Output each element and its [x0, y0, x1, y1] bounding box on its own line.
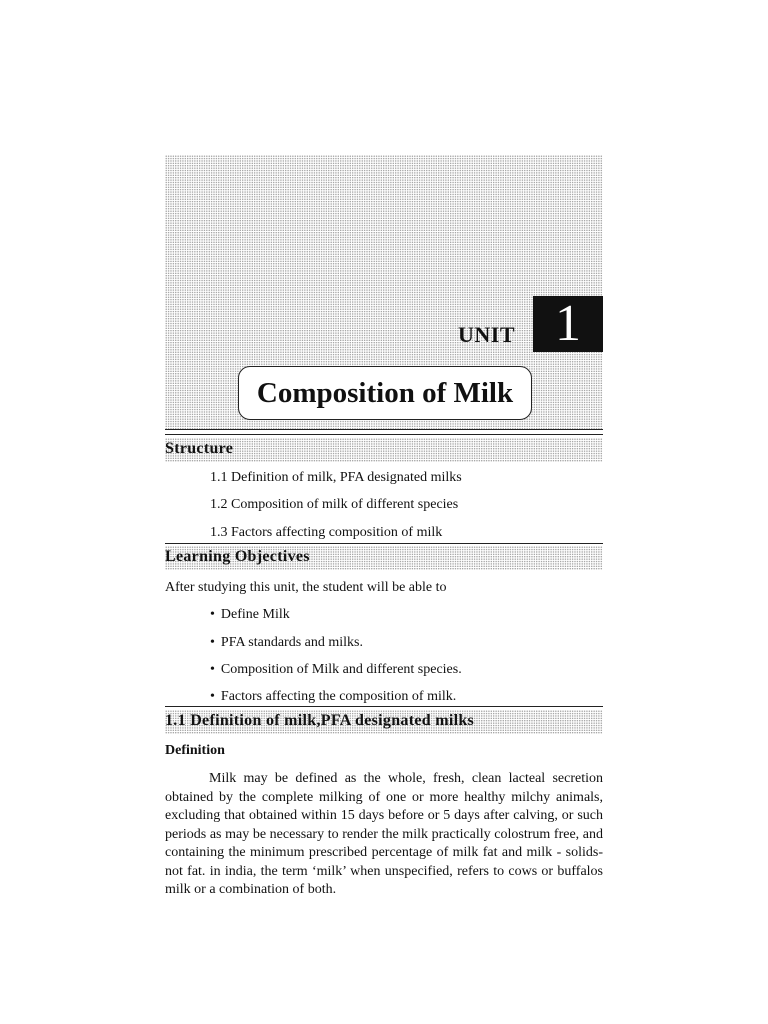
unit-title-box: [238, 366, 532, 420]
bullet-icon: [210, 689, 221, 704]
structure-item: 1.2 Composition of milk of different species: [210, 497, 459, 512]
bullet-icon: [210, 662, 221, 677]
objective-item: • Composition of Milk and different species.: [210, 662, 462, 678]
structure-heading: Structure: [165, 440, 234, 457]
objective-item: • PFA standards and milks.: [210, 635, 363, 651]
structure-heading-band: [165, 438, 603, 462]
objective-item: • Factors affecting the composition of milk.: [210, 689, 456, 705]
bullet-icon: [210, 635, 221, 650]
divider: [165, 434, 603, 435]
section-heading-band: [165, 710, 603, 734]
unit-number-badge: 1: [533, 296, 603, 352]
structure-item: 1.3 Factors affecting composition of milk: [210, 525, 443, 540]
unit-label: UNIT: [458, 322, 516, 347]
section-heading: 1.1 Definition of milk,PFA designated milks: [165, 712, 475, 729]
objective-item: • Define Milk: [210, 607, 290, 623]
objectives-heading: Learning Objectives: [165, 548, 310, 565]
divider: [165, 543, 603, 544]
divider: [165, 706, 603, 707]
definition-subheading: Definition: [165, 743, 225, 758]
structure-item: 1.1 Definition of milk, PFA designated milks: [210, 470, 462, 485]
definition-paragraph: Milk may be defined as the whole, fresh, clean lacteal secretion obtained by the complete milking of one or more healthy milchy animals, excluding that obtained within 15 days before or 5 days after calving, or such periods as may be necessary to render the milk practically colostrum free, and containing the minimum prescribed percentage of milk fat and milk - solids- not fat. in india, the term ‘milk’ when unspecified, refers to cows or buffalos milk or a combination of both.: [165, 771, 603, 897]
divider: [165, 429, 603, 430]
page-title: Composition of Milk: [256, 376, 514, 409]
objectives-intro: After studying this unit, the student will be able to: [165, 580, 447, 595]
bullet-icon: [210, 607, 221, 622]
objectives-heading-band: [165, 546, 603, 570]
